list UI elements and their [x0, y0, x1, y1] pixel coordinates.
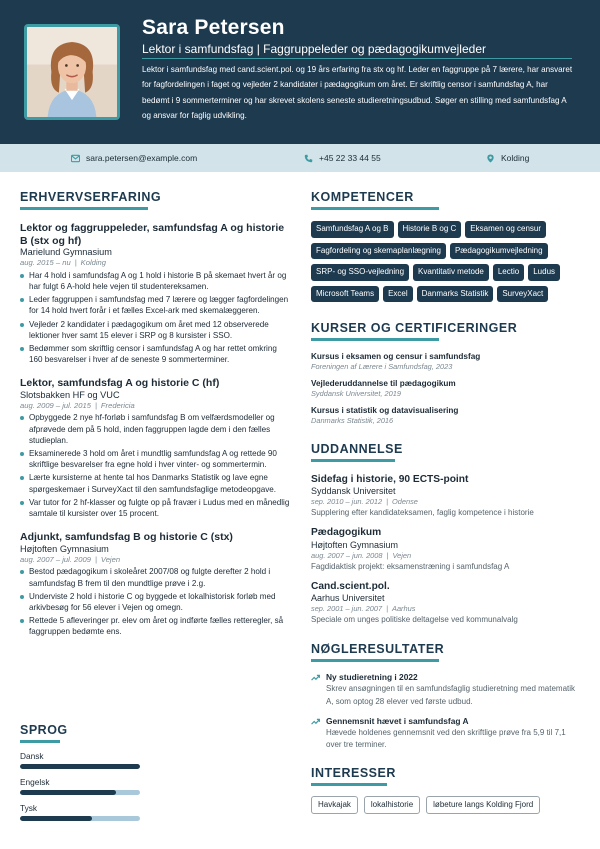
skills-heading: KOMPETENCER	[311, 190, 414, 204]
result-description: Hævede holdenes gennemsnit ved den skriftlige prøve fra 5,9 til 7,1 over tre terminer.	[326, 727, 566, 750]
courses-heading: KURSER OG CERTIFICERINGER	[311, 321, 518, 335]
skill-tag: Eksamen og censur	[465, 221, 546, 238]
profile-photo	[24, 24, 120, 120]
interests-section	[311, 766, 581, 814]
left-column	[20, 190, 290, 640]
skill-tag: SurveyXact	[497, 286, 548, 303]
language-level-fill	[20, 764, 140, 769]
profile-summary: Lektor i samfundsfag med cand.scient.pol. og 19 års erfaring fra stx og hf. Leder en faggruppe på 7 lærere, har ansvaret for fagfordelingen i faget og vejleder 2 kandidater i pædagogikum om året. Er skriftlig censor i samfundsfag A, har bedømt i 9 sommerterminer og har skrevet skolens seneste studieretningsudbud. Søger en stilling med samfundsfag A og ansvar for faglig udvikling.	[142, 65, 573, 120]
education-degree: Pædagogikum	[311, 527, 382, 539]
job-meta: aug. 2015 – nu | Kolding	[20, 258, 107, 268]
skills-tags	[311, 221, 581, 302]
languages-heading-rule	[20, 740, 60, 743]
job-dates: aug. 2009 – jul. 2015	[20, 400, 91, 410]
skill-tag: SRP- og SSO-vejledning	[311, 264, 409, 281]
candidate-headline: Lektor i samfundsfag | Faggruppeleder og pædagogikumvejleder	[142, 42, 486, 56]
phone-icon	[304, 154, 313, 163]
job-dates: aug. 2015 – nu	[20, 258, 71, 268]
education-heading: UDDANNELSE	[311, 442, 403, 456]
education-school: Aarhus Universitet	[311, 593, 385, 604]
job-bullet: Vejleder 2 kandidater i pædagogikum om året med 12 observerede lektioner hver samt 15 elever i SRP og 8 kursister i SSO.	[20, 319, 290, 341]
education-dates: sep. 2010 – jun. 2012	[311, 497, 383, 507]
education-meta: sep. 2010 – jun. 2012 | Odense	[311, 497, 418, 507]
skill-tag: Danmarks Statistik	[417, 286, 494, 303]
skills-heading-rule	[311, 207, 439, 210]
skill-tag: Samfundsfag A og B	[311, 221, 394, 238]
education-item	[311, 581, 581, 625]
results-heading-rule	[311, 659, 439, 662]
interest-tag: lokalhistorie	[364, 796, 420, 814]
skill-tag: Pædagogikumvejledning	[450, 243, 548, 260]
job-bullet: Eksaminerede 3 hold om året i mundtlig samfundsfag A og rettede 90 skriftlige besvarelser fra egne hold i hver vinter- og sommertermin.	[20, 448, 290, 470]
experience-heading: ERHVERVSERFARING	[20, 190, 162, 204]
candidate-name: Sara Petersen	[142, 16, 285, 39]
skill-tag: Microsoft Teams	[311, 286, 379, 303]
job-bullet: Har 4 hold i samfundsfag A og 1 hold i historie B på skemaet hvert år og har fulgt 6 A-hold hele vejen til studentereksamen.	[20, 270, 290, 292]
job-title: Lektor, samfundsfag A og historie C (hf)	[20, 377, 220, 390]
course-item	[311, 378, 581, 399]
interest-tag: løbeture langs Kolding Fjord	[426, 796, 540, 814]
skill-tag: Kvantitativ metode	[413, 264, 489, 281]
language-name: Tysk	[20, 803, 38, 813]
trend-up-icon	[311, 718, 320, 725]
education-item	[311, 474, 581, 518]
education-school: Højtoften Gymnasium	[311, 539, 399, 550]
job-entry	[20, 377, 290, 519]
education-place: Vejen	[392, 550, 412, 560]
job-bullet: Leder faggruppen i samfundsfag med 7 lærere og lægger fagfordelingen for 14 hold hvert forår i et fælles Excel-ark med skemalæggeren.	[20, 294, 290, 316]
job-title: Adjunkt, samfundsfag B og historie C (stx)	[20, 531, 233, 544]
contact-phone[interactable]	[304, 153, 381, 163]
job-entry	[20, 531, 290, 637]
language-name: Engelsk	[20, 777, 50, 787]
job-meta: aug. 2009 – jul. 2015 | Fredericia	[20, 400, 135, 410]
course-name: Kursus i statistik og datavisualisering	[311, 406, 459, 415]
phone-text: +45 22 33 44 55	[319, 153, 381, 163]
contact-location	[486, 153, 529, 163]
courses-section	[311, 321, 581, 426]
education-dates: aug. 2007 – jun. 2008	[311, 550, 383, 560]
skill-tag: Ludus	[528, 264, 560, 281]
job-bullet: Bedømmer som skriftlig censor i samfundsfag A og har rettet omkring 160 besvarelser i hver af de seneste 9 sommerterminer.	[20, 343, 290, 365]
contact-email[interactable]	[71, 153, 197, 163]
education-place: Aarhus	[392, 604, 416, 614]
job-bullet: Underviste 2 hold i historie C og byggede et lokalhistorisk forløb med arkivbesøg for 56 elever i Vejen og omegn.	[20, 591, 290, 613]
job-place: Vejen	[100, 554, 121, 564]
job-bullet: Var tutor for 2 hf-klasser og fulgte op på fravær i Ludus med en månedlig samtale til kursister over 15 procent.	[20, 497, 290, 519]
course-provider: Danmarks Statistik, 2016	[311, 416, 394, 425]
languages-section	[20, 723, 290, 821]
results-heading: NØGLERESULTATER	[311, 642, 445, 657]
job-bullets	[20, 566, 290, 637]
job-meta: aug. 2007 – jul. 2009 | Vejen	[20, 554, 121, 564]
languages-heading: SPROG	[20, 723, 68, 737]
education-school: Syddansk Universitet	[311, 486, 396, 497]
resume-header	[0, 0, 600, 144]
course-name: Vejlederuddannelse til pædagogikum	[311, 379, 456, 388]
course-item	[311, 405, 581, 426]
experience-heading-rule	[20, 207, 148, 210]
job-bullet: Opbyggede 2 nye hf-forløb i samfundsfag B om velfærdsmodeller og afprøvede dem på 5 hold, inden faggruppen lagde dem i den fælles studieplan.	[20, 412, 290, 446]
result-title: Ny studieretning i 2022	[326, 672, 418, 683]
education-heading-rule	[311, 459, 395, 462]
skill-tag: Lectio	[493, 264, 524, 281]
job-organization: Højtoften Gymnasium	[20, 543, 109, 554]
education-degree: Cand.scient.pol.	[311, 580, 390, 592]
interests-list	[311, 796, 581, 814]
language-name: Dansk	[20, 751, 44, 761]
location-pin-icon	[486, 154, 495, 163]
education-description: Speciale om unges politiske deltagelse ved kommunalvalg	[311, 615, 518, 625]
education-dates: sep. 2001 – jun. 2007	[311, 604, 383, 614]
course-name: Kursus i eksamen og censur i samfundsfag	[311, 352, 481, 361]
job-bullet: Rettede 5 afleveringer pr. elev om året og indførte fælles retteregler, så faggruppen bedømte ens.	[20, 615, 290, 637]
course-provider: Foreningen af Lærere i Samfundsfag, 2023	[311, 362, 453, 371]
email-text: sara.petersen@example.com	[86, 153, 198, 163]
education-section	[311, 442, 581, 625]
job-place: Fredericia	[100, 400, 135, 410]
education-meta: sep. 2001 – jun. 2007 | Aarhus	[311, 604, 416, 614]
job-entry	[20, 222, 290, 365]
language-item	[20, 777, 290, 795]
interests-heading-rule	[311, 783, 387, 786]
result-item	[311, 672, 581, 708]
job-bullet: Lærte kursisterne at hente tal hos Danmarks Statistik og lave egne spørgeskemaer i SurveyXact til den samfundsfaglige metodeopgave.	[20, 472, 290, 494]
education-meta: aug. 2007 – jun. 2008 | Vejen	[311, 550, 412, 560]
contact-bar	[0, 144, 600, 172]
trend-up-icon	[311, 674, 320, 681]
interest-tag: Havkajak	[311, 796, 358, 814]
skill-tag: Historie B og C	[398, 221, 462, 238]
courses-heading-rule	[311, 338, 439, 341]
job-bullets	[20, 412, 290, 519]
language-level-bar	[20, 816, 140, 821]
education-description: Fagdidaktisk projekt: eksamenstræning i samfundsfag A	[311, 561, 510, 571]
location-text: Kolding	[501, 153, 530, 163]
job-dates: aug. 2007 – jul. 2009	[20, 554, 91, 564]
results-section	[311, 642, 581, 751]
right-column	[311, 190, 581, 814]
course-item	[311, 351, 581, 372]
headline-divider	[142, 58, 572, 59]
education-degree: Sidefag i historie, 90 ECTS-point	[311, 474, 469, 485]
job-bullets	[20, 270, 290, 366]
skill-tag: Fagfordeling og skemaplanlægning	[311, 243, 446, 260]
mail-icon	[71, 154, 80, 163]
job-place: Kolding	[80, 258, 107, 268]
education-item	[311, 527, 581, 571]
education-description: Supplering efter kandidateksamen, faglig kompetence i historie	[311, 508, 534, 518]
language-level-bar	[20, 790, 140, 795]
job-organization: Marielund Gymnasium	[20, 247, 112, 258]
result-title: Gennemsnit hævet i samfundsfag A	[326, 715, 469, 726]
portrait-image	[27, 27, 117, 117]
language-item	[20, 803, 290, 821]
language-level-fill	[20, 790, 116, 795]
interests-heading: INTERESSER	[311, 766, 396, 781]
job-bullet: Bestod pædagogikum i skoleåret 2007/08 og fulgte derefter 2 hold i samfundsfag B frem til den mundtlige prøve i 2.g.	[20, 566, 290, 588]
result-description: Skrev ansøgningen til en samfundsfaglig studieretning med matematik A, som optog 28 elever ved første udbud.	[326, 684, 576, 706]
job-organization: Slotsbakken HF og VUC	[20, 389, 120, 400]
course-provider: Syddansk Universitet, 2019	[311, 389, 401, 398]
language-item	[20, 751, 290, 769]
language-level-bar	[20, 764, 140, 769]
job-title: Lektor og faggruppeleder, samfundsfag A og historie B (stx og hf)	[20, 222, 285, 247]
result-item	[311, 716, 581, 752]
education-place: Odense	[392, 497, 418, 507]
skill-tag: Excel	[383, 286, 413, 303]
language-level-fill	[20, 816, 92, 821]
